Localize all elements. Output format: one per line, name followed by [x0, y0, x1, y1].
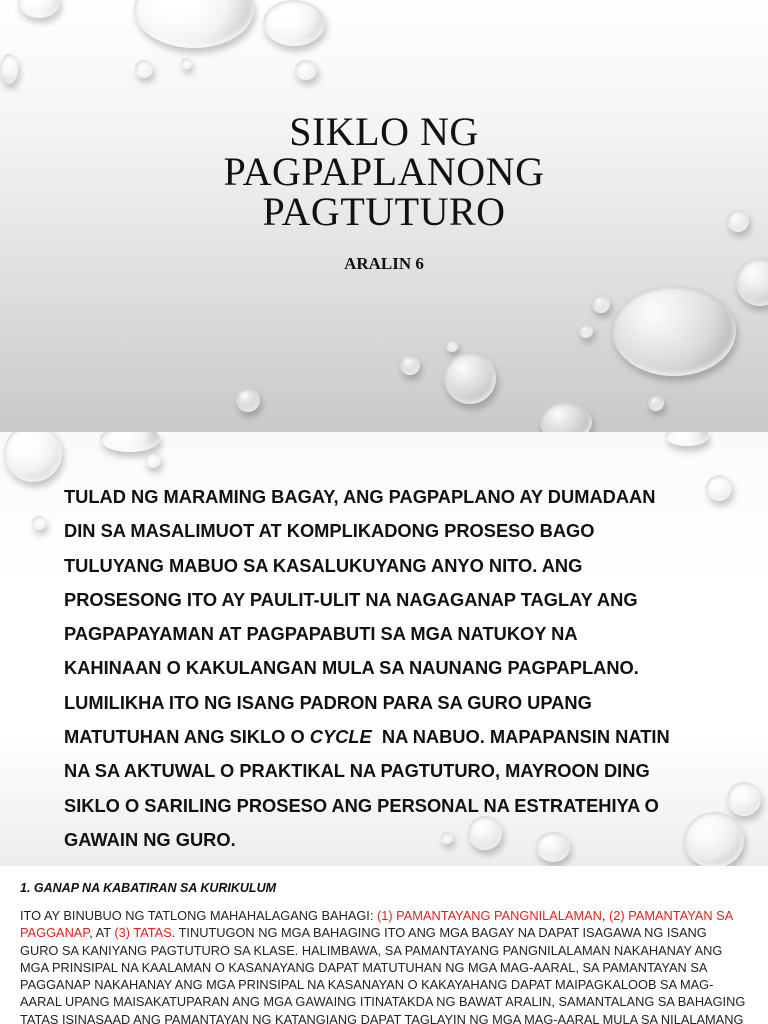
highlight-term: (3) TATAS — [114, 925, 172, 941]
highlight-term: (1) PAMANTAYANG PANGNILALAMAN — [376, 908, 602, 923]
water-drop-decoration — [4, 432, 62, 482]
title-line: PAGTUTURO — [262, 189, 506, 234]
body-line: GURO SA KANIYANG PAGTUTURO SA KLASE. HALIMBAWA, SA PAMANTAYANG PANGNILALAMAN NAKAHANAY ANG — [20, 942, 723, 958]
slide-body-text — [64, 480, 724, 857]
body-line: SIKLO O SARILING PROSESO ANG PERSONAL NA ESTRATEHIYA O — [64, 794, 659, 816]
detail-slide — [0, 866, 768, 1024]
water-drop-decoration — [665, 432, 709, 446]
body-line: PAGPAPAYAMAN AT PAGPAPABUTI SA MGA NATUKOY NA — [64, 623, 578, 645]
title-line: PAGPAPLANONG — [223, 149, 545, 194]
water-drop-decoration — [263, 0, 325, 46]
text-part: ITO AY BINUBUO NG TATLONG MAHAHALAGANG BAHAGI: — [20, 908, 377, 923]
title-line: SIKLO NG — [289, 109, 479, 154]
water-drop-decoration — [0, 54, 18, 84]
water-drop-decoration — [648, 395, 664, 411]
body-line: TULAD NG MARAMING BAGAY, ANG PAGPAPLANO AY DUMADAAN — [64, 486, 656, 507]
slide-subtitle: ARALIN 6 — [344, 254, 424, 273]
water-drop-decoration — [32, 516, 46, 530]
section-heading: 1. GANAP NA KABATIRAN SA KURIKULUM — [20, 881, 277, 895]
water-drop-decoration — [295, 60, 317, 80]
body-line — [20, 924, 742, 941]
highlight-term: (2) PAMANTAYAN SA — [609, 908, 734, 923]
body-line-part: MATUTUHAN ANG SIKLO O — [64, 726, 310, 748]
water-drop-decoration — [134, 0, 254, 48]
text-part: . TINUTUGON NG MGA BAHAGING ITO ANG MGA BAGAY NA DAPAT ISAGAWA NG ISANG — [171, 925, 707, 941]
section-body-text — [20, 907, 746, 1024]
body-line: PROSESONG ITO AY PAULIT-ULIT NA NAGAGANAP TAGLAY ANG — [64, 588, 638, 610]
body-line: DIN SA MASALIMUOT AT KOMPLIKADONG PROSESO BAGO — [64, 520, 595, 542]
body-line: NA SA AKTUWAL O PRAKTIKAL NA PAGTUTURO, MAYROON DING — [64, 760, 650, 782]
water-drop-decoration — [727, 782, 761, 816]
water-drop-decoration — [145, 452, 161, 468]
water-drop-decoration — [181, 58, 192, 69]
water-drop-decoration — [18, 0, 60, 18]
body-line: KAHINAAN O KAKULANGAN MULA SA NAUNANG PAGPAPLANO. — [64, 657, 639, 679]
water-drop-decoration — [579, 324, 593, 338]
body-line: PAGGANAP NAKAHANAY ANG MGA PRINSIPAL NA KASANAYAN O KAKAYAHANG DAPAT MAIPAGKALOOB SA MAG- — [20, 977, 714, 993]
water-drop-decoration — [135, 60, 153, 78]
content-slide — [0, 432, 768, 866]
text-part: , — [601, 908, 610, 923]
body-line: AARAL UPANG MAISAKATUPARAN ANG MGA GAWAING ITINATAKDA NG BAWAT ARALIN, SAMANTALANG SA BAHAGING — [20, 994, 746, 1010]
title-slide — [0, 0, 768, 432]
water-drop-decoration — [592, 295, 610, 313]
water-drop-decoration — [540, 402, 592, 432]
body-line: LUMILIKHA ITO NG ISANG PADRON PARA SA GURO UPANG — [64, 691, 592, 713]
text-part: , AT — [89, 925, 115, 941]
highlight-term: PAGGANAP — [20, 925, 90, 941]
water-drop-decoration — [400, 355, 420, 375]
water-drop-decoration — [236, 388, 260, 412]
cycle-term: CYCLE — [309, 726, 372, 748]
body-line: TATAS ISINASAAD ANG PAMANTAYAN NG KATANGIANG DAPAT TAGLAYIN NG MGA MAG-AARAL MULA SA NILALAMANG — [20, 1011, 744, 1024]
body-line: GAWAIN NG GURO. — [64, 828, 236, 850]
water-drop-decoration — [612, 286, 736, 376]
body-line: TULUYANG MABUO SA KASALUKUYANG ANYO NITO. ANG — [64, 554, 583, 576]
body-line-part: NA NABUO. MAPAPANSIN NATIN — [371, 726, 670, 748]
body-line — [64, 720, 724, 754]
water-drop-decoration — [444, 352, 496, 404]
body-line: MGA PRINSIPAL NA KAALAMAN O KASANAYANG DAPAT MATUTUHAN NG MGA MAG-AARAL, SA PAMANTAYAN SA — [20, 959, 708, 975]
water-drop-decoration — [100, 432, 160, 452]
body-line — [20, 907, 742, 924]
water-drop-decoration — [446, 340, 458, 352]
slide-title — [0, 109, 768, 234]
